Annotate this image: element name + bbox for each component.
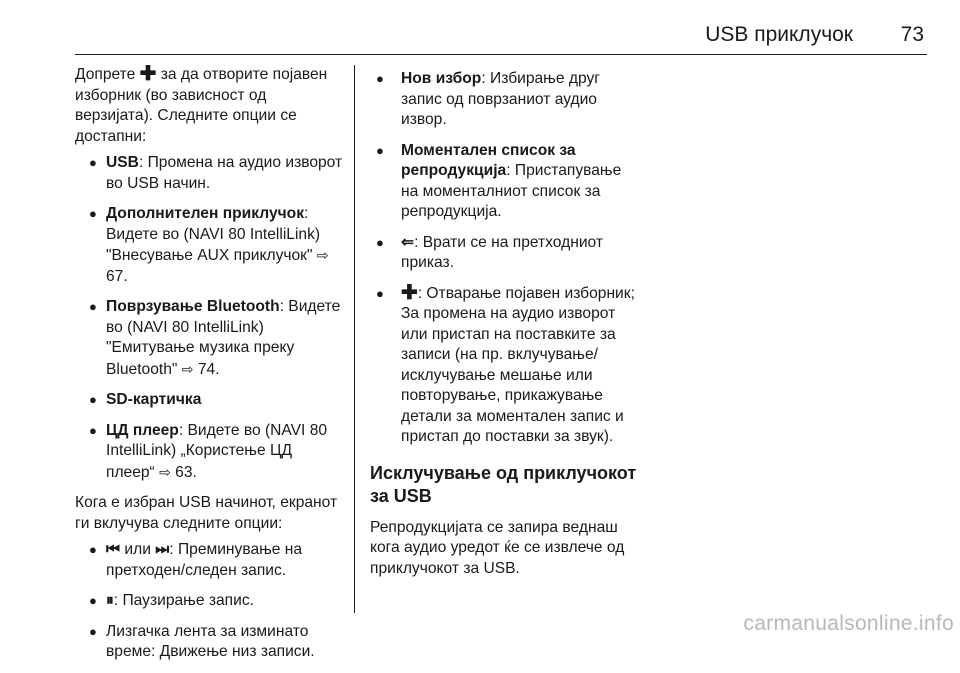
page-reference-link[interactable]: 74. xyxy=(197,360,220,378)
list-item: ● ⏮ или ⏭: Преминување на претходен/следен запис. xyxy=(89,541,303,579)
list-item: ● Моментален список за репродукција: Пристапување на моменталниот список за репродукција. xyxy=(376,141,622,220)
header-rule xyxy=(75,54,927,55)
list-item: ● Дополнителен приклучок: Видете во (NAVI 80 IntelliLink) "Внесување AUX приклучок" ⇨ 67. xyxy=(89,205,329,285)
popup-options-list xyxy=(75,153,345,483)
bullet-icon: ● xyxy=(89,155,97,170)
bullet-icon: ● xyxy=(376,285,384,301)
list-item: ● ⇐: Врати се на претходниот приказ. xyxy=(376,233,604,271)
list-item: ● Лизгачка лента за изминато време: Движење низ записи. xyxy=(89,622,315,660)
header-title: USB приклучок xyxy=(705,23,853,46)
bullet-icon: ● xyxy=(89,206,97,221)
bullet-icon: ● xyxy=(376,234,384,250)
bullet-icon: ● xyxy=(89,542,97,557)
list-item: ● Нов избор: Избирање друг запис од поврзаниот аудио извор. xyxy=(376,70,600,128)
list-item: ● SD-картичка xyxy=(75,390,345,411)
bullet-icon: ● xyxy=(89,593,97,608)
list-item: ● ЦД плеер: Видете во (NAVI 80 IntelliLink) „Користење ЦД плеер“ ⇨ 63. xyxy=(89,421,328,481)
options-list xyxy=(370,69,640,448)
intro-paragraph: Допрете ✚ за да отворите појавен изборник (во зависност од верзијата). Следните опции се достапни: xyxy=(75,63,328,145)
page-reference-link[interactable]: 67. xyxy=(106,267,128,285)
usb-controls-list xyxy=(75,540,345,663)
bullet-icon: ● xyxy=(376,142,384,158)
reference-arrow-icon: ⇨ xyxy=(159,463,171,480)
bullet-icon: ● xyxy=(89,299,97,314)
reference-arrow-icon: ⇨ xyxy=(181,360,194,377)
page-reference-link[interactable]: 63. xyxy=(175,463,197,481)
section-paragraph: Репродукцијата се запира веднаш кога аудио уредот ќе се извлече од приклучокот за USB. xyxy=(370,518,625,577)
watermark: carmanualsonline.info xyxy=(743,612,954,635)
column-divider xyxy=(354,65,355,613)
back-arrow-icon: ⇐ xyxy=(401,233,415,251)
bullet-icon: ● xyxy=(89,623,97,639)
previous-track-icon: ⏮ xyxy=(106,541,121,558)
list-item: ● USB: Промена на аудио изворот во USB начин. xyxy=(89,154,343,192)
next-track-icon: ⏭ xyxy=(155,541,170,558)
section-title: Исклучување од приклучокот за USB xyxy=(370,462,637,506)
reference-arrow-icon: ⇨ xyxy=(316,247,329,263)
list-item: ● ⏸: Паузирање запис. xyxy=(75,591,345,612)
list-item: ● Поврзување Bluetooth: Видете во (NAVI 80 IntelliLink) "Емитување музика преку Bluetooth" ⇨ 74. xyxy=(89,298,341,378)
pause-icon: ⏸ xyxy=(106,592,114,609)
usb-mode-paragraph: Кога е избран USB начинот, екранот ги вклучува следните опции: xyxy=(75,494,338,532)
page-header xyxy=(75,23,927,55)
list-item: ● ✚: Отварање појавен изборник; За промена на аудио изворот или пристап на поставките за записи (на пр. вклучување/исклучување мешање или повторување, прикажување детали за моментален запис и пристап до поставки за звук). xyxy=(376,281,635,445)
bullet-icon: ● xyxy=(89,392,97,407)
plus-icon: ✚ xyxy=(139,63,157,85)
bullet-icon: ● xyxy=(89,422,97,438)
bullet-icon: ● xyxy=(376,71,384,86)
page-number: 73 xyxy=(900,23,924,46)
plus-icon: ✚ xyxy=(401,281,418,304)
left-column xyxy=(75,65,345,673)
right-column xyxy=(370,65,640,585)
